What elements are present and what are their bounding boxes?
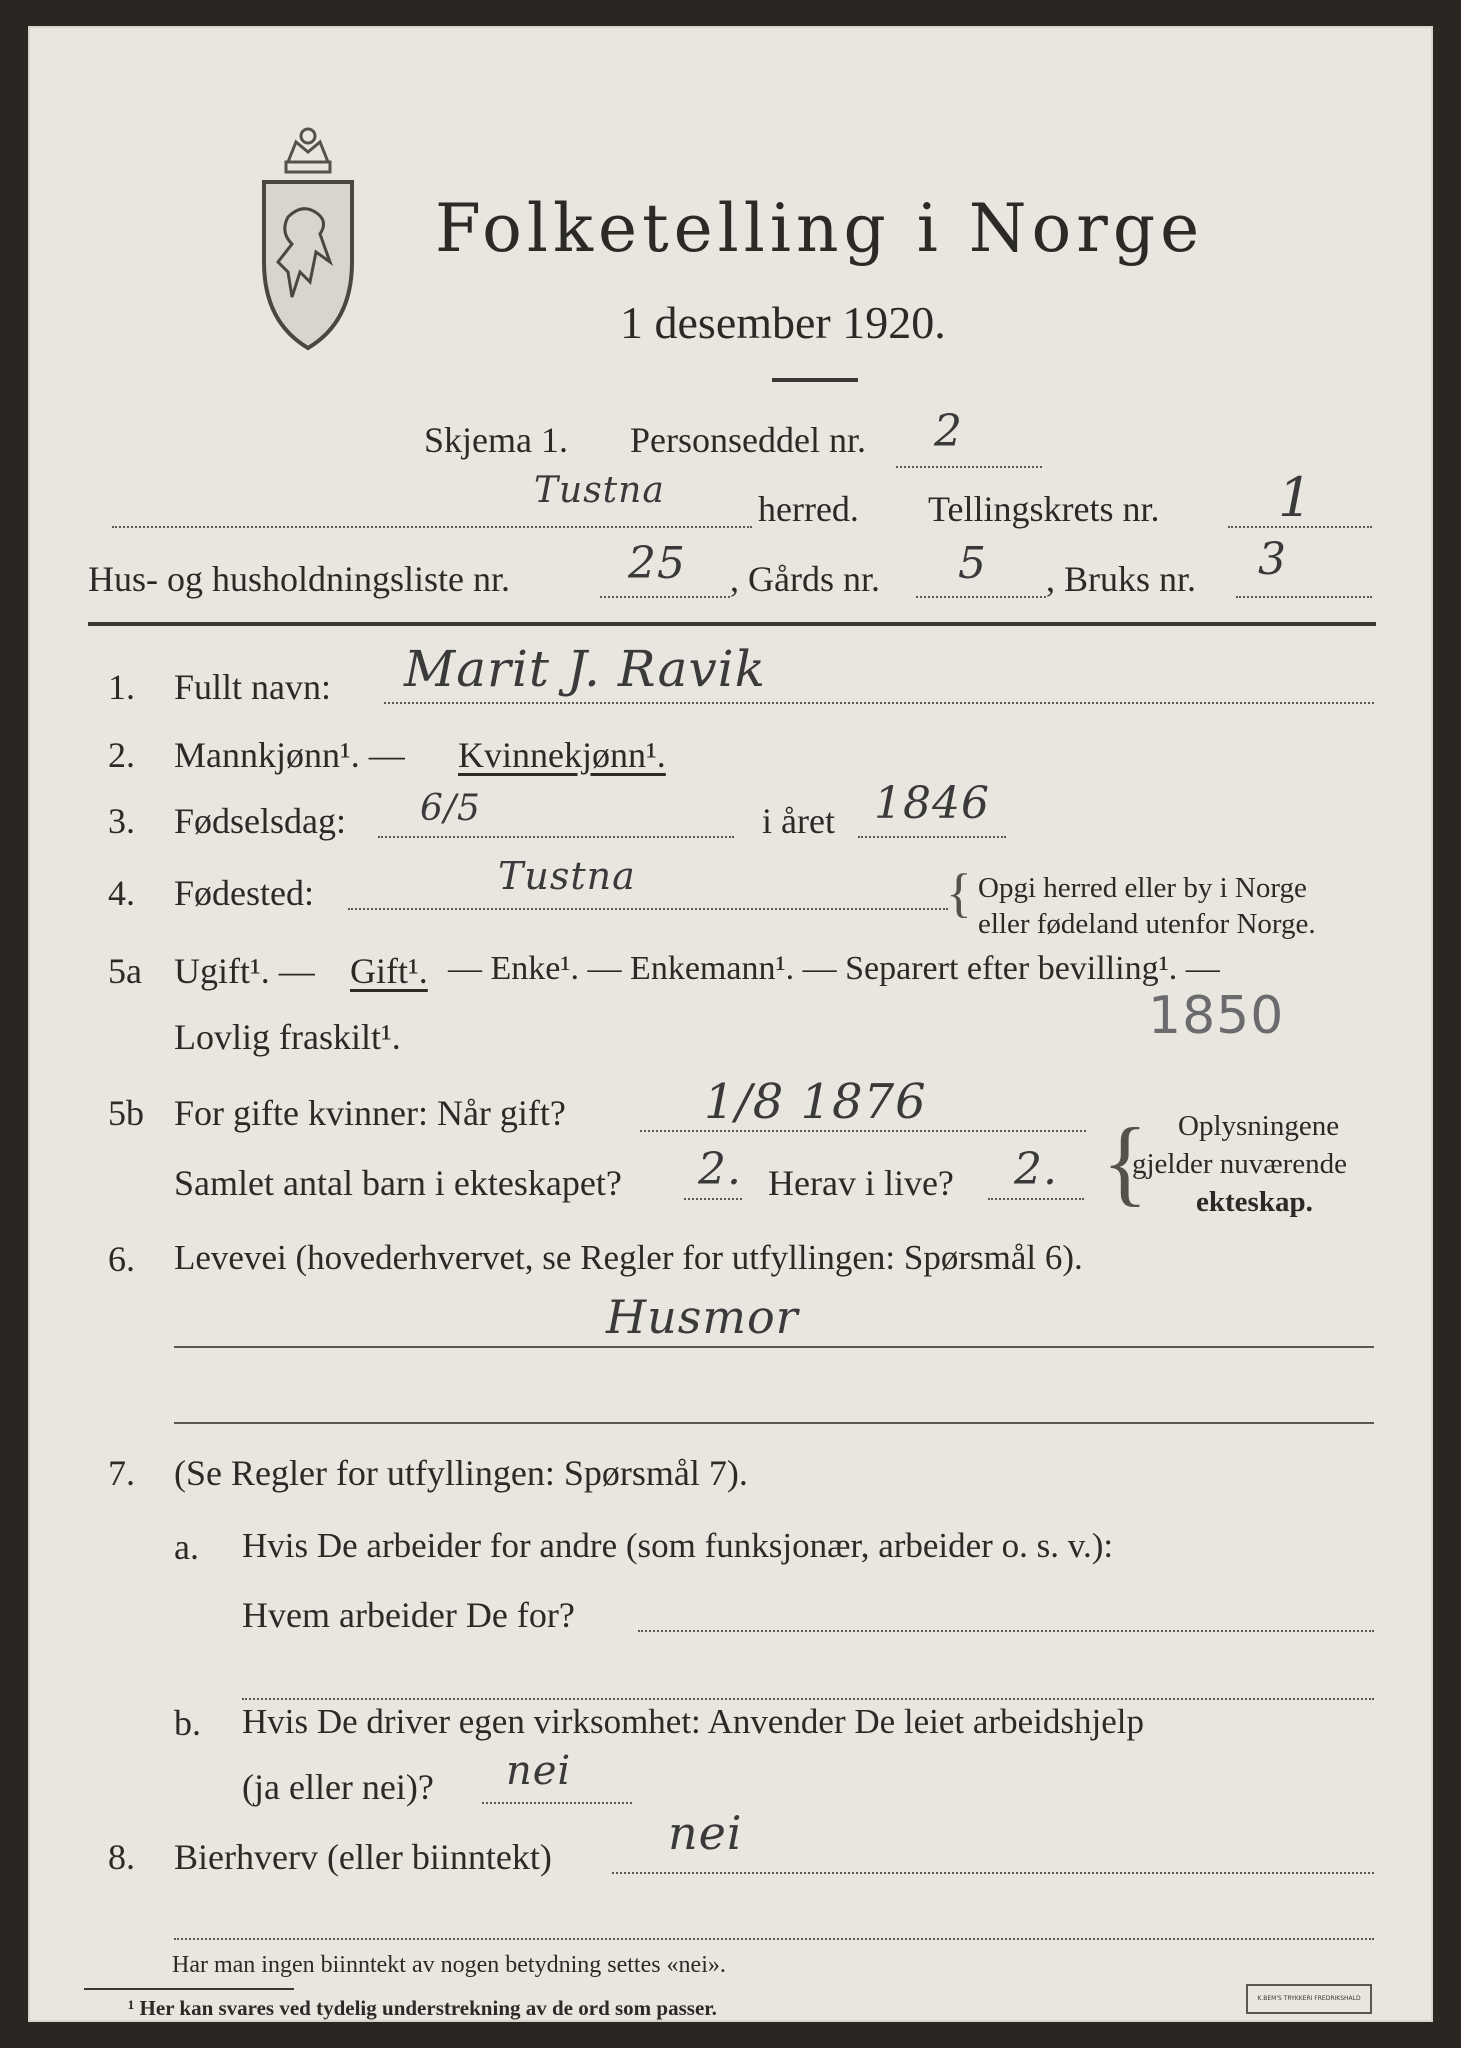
q7b-line2: (ja eller nei)? [242,1767,434,1807]
census-date: 1 desember 1920. [620,297,946,348]
q1-line [384,702,1374,704]
gards-value: 5 [958,538,987,589]
q1-label: Fullt navn: [174,667,332,707]
q5b-label: For gifte kvinner: Når gift? [174,1093,566,1133]
q6-number: 6. [108,1239,135,1279]
q3-label: Fødselsdag: [174,801,347,841]
annotation-year: 1850 [1148,986,1285,1046]
q8-answer-line [612,1872,1374,1874]
children-total-value: 2. [698,1144,742,1195]
q7a-label: Hvis De arbeider for andre (som funksjonær, arbeider o. s. v.): [242,1526,1114,1565]
marital-married-option: Gift¹. [350,951,428,991]
schema-label: Skjema 1. [424,420,568,460]
q7a-answer-line-2 [242,1698,1374,1700]
marital-divorced-option: Lovlig fraskilt¹. [174,1017,401,1057]
q7-label: (Se Regler for utfyllingen: Spørsmål 7). [174,1453,748,1493]
q7a-answer-line [638,1630,1374,1632]
q7-number: 7. [108,1453,135,1493]
q8-label: Bierhverv (eller biinntekt) [174,1837,552,1877]
marital-other-options: — Enke¹. — Enkemann¹. — Separert efter bevilling¹. — [448,950,1220,987]
q2-number: 2. [108,735,135,775]
personseddel-line [896,466,1042,468]
census-form [28,26,1433,2022]
footnote: ¹ Her kan svares ved tydelig understrekning av de ord som passer. [128,1996,717,2020]
title-divider [772,378,858,382]
herred-label: herred. [758,489,859,529]
q3-year-line [858,836,1006,838]
q7a-line2: Hvem arbeider De for? [242,1595,575,1635]
q7b-label: Hvis De driver egen virksomhet: Anvender De leiet arbeidshjelp [242,1702,1144,1741]
birth-day-value: 6/5 [420,788,481,829]
q5b-alive-line [988,1198,1084,1200]
q5b-alive-label: Herav i live? [768,1163,954,1203]
hired-help-value: nei [506,1748,572,1794]
q5a-number: 5a [108,951,142,991]
header-rule [88,622,1376,626]
footer-note: Har man ingen biinntekt av nogen betydning settes «nei». [172,1952,726,1978]
marital-unmarried-option: Ugift¹. — [174,951,315,991]
q3-line [378,836,734,838]
side-income-value: nei [668,1806,743,1860]
hus-value: 25 [628,538,686,589]
q7a-number: a. [174,1527,199,1567]
q4-brace: { [946,863,972,923]
occupation-value: Husmor [606,1290,799,1344]
q4-note-line2: eller fødeland utenfor Norge. [978,908,1316,940]
q7b-number: b. [174,1703,201,1743]
form-title: Folketelling i Norge [435,190,1205,267]
birth-year-value: 1846 [874,778,990,829]
bruks-value: 3 [1258,534,1287,585]
q5b-note-line1: Oplysningene [1178,1110,1340,1142]
q5b-note-line2: gjelder nuværende [1132,1148,1348,1180]
q5b-line [640,1130,1086,1132]
coat-of-arms-icon [258,122,358,362]
children-alive-value: 2. [1014,1144,1058,1195]
hus-line [600,596,730,598]
q3-number: 3. [108,801,135,841]
printer-name: K.BEM'S TRYKKERI FREDRIKSHALD [1257,1995,1361,2002]
personseddel-label: Personseddel nr. [630,420,866,460]
personseddel-value: 2 [934,406,963,457]
q5b-note-line3: ekteskap. [1196,1186,1313,1218]
bruks-line [1236,596,1372,598]
printer-stamp [1246,1984,1372,2014]
tellingskrets-value: 1 [1278,466,1314,529]
herred-value: Tustna [534,470,665,511]
hus-label: Hus- og husholdningsliste nr. [88,559,511,599]
q6-line-2 [174,1422,1374,1424]
tellingskrets-label: Tellingskrets nr. [928,489,1160,529]
gards-label: , Gårds nr. [730,559,880,599]
gards-line [916,596,1046,598]
q1-number: 1. [108,667,135,707]
q4-label: Fødested: [174,873,314,913]
gender-male-option: Mannkjønn¹. — [174,735,405,775]
footnote-rule [84,1988,294,1990]
q7b-answer-line [482,1802,632,1804]
q5b-children-line [684,1198,742,1200]
q5b-number: 5b [108,1093,144,1133]
q3-year-label: i året [762,801,835,841]
q5b-brace: { [1102,1108,1149,1215]
gender-female-option: Kvinnekjønn¹. [458,735,666,775]
marriage-date-value: 1/8 1876 [704,1074,927,1130]
herred-line [112,526,752,528]
full-name-value: Marit J. Ravik [404,640,766,698]
q4-number: 4. [108,873,135,913]
birthplace-value: Tustna [498,854,636,898]
q5b-children-label: Samlet antal barn i ekteskapet? [174,1163,622,1203]
q4-line [348,908,948,910]
q8-answer-line-2 [174,1938,1374,1940]
q8-number: 8. [108,1837,135,1877]
q6-line-1 [174,1346,1374,1348]
q4-note-line1: Opgi herred eller by i Norge [978,872,1307,904]
q6-label: Levevei (hovederhvervet, se Regler for utfyllingen: Spørsmål 6). [174,1238,1083,1277]
bruks-label: , Bruks nr. [1046,559,1197,599]
